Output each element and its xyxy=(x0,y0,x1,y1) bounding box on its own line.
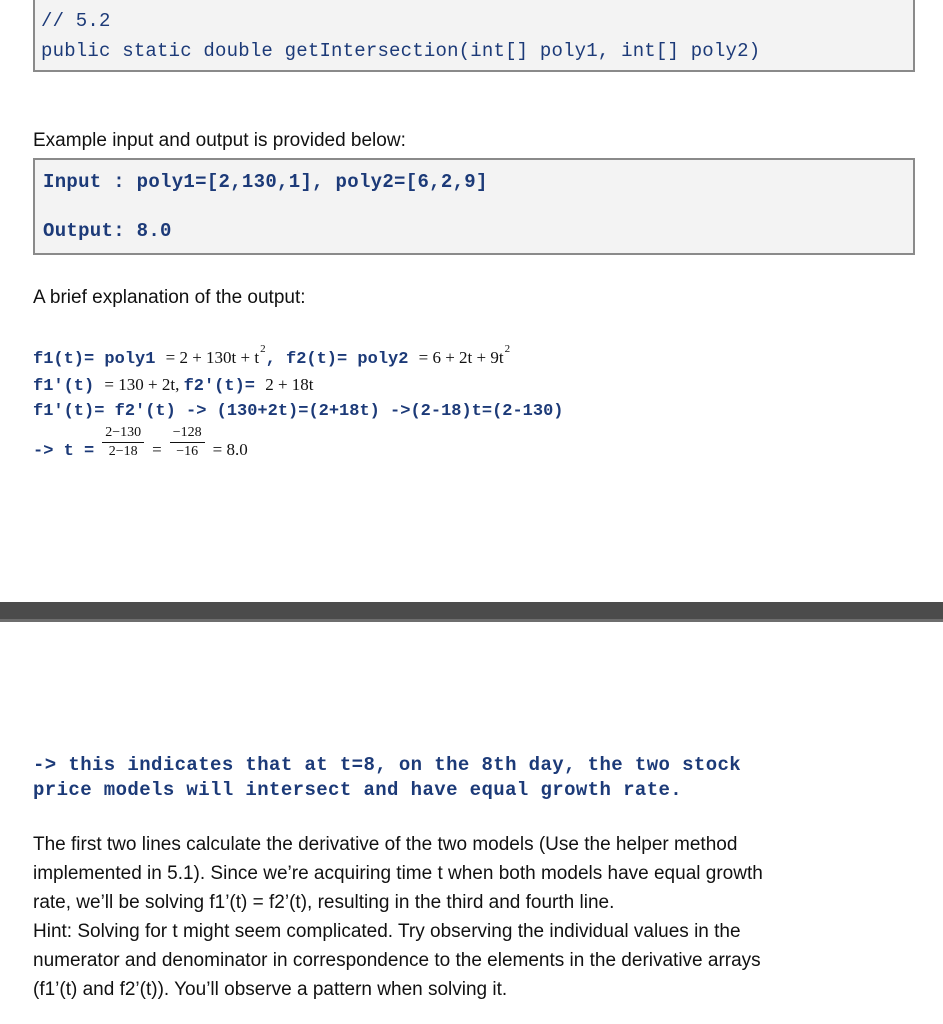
f2-prime-expression: 2 + 18t xyxy=(265,375,314,394)
example-code-block xyxy=(33,158,915,255)
conclusion-line-2: price models will intersect and have equal growth rate. xyxy=(33,779,683,801)
fraction-1 xyxy=(102,425,144,460)
f2-expression: = 6 + 2t + 9t xyxy=(418,348,504,367)
math-derivation xyxy=(33,344,564,459)
explanation-paragraph xyxy=(33,830,913,1004)
t-prefix: -> t = xyxy=(33,442,95,461)
f2-prime-label: f2'(t)= xyxy=(183,377,266,396)
explanation-line: numerator and denominator in correspondence to the elements in the derivative arrays xyxy=(33,950,761,971)
fraction-1-numerator: 2−130 xyxy=(102,425,144,443)
explanation-line: rate, we’ll be solving f1’(t) = f2’(t), resulting in the third and fourth line. xyxy=(33,892,615,913)
fraction-2-numerator: −128 xyxy=(170,425,205,443)
example-input: Input : poly1=[2,130,1], poly2=[6,2,9] xyxy=(43,171,488,193)
f1-prime-label: f1'(t) xyxy=(33,377,105,396)
explanation-line: implemented in 5.1). Since we’re acquiring time t when both models have equal growth xyxy=(33,863,763,884)
method-signature: public static double getIntersection(int[] poly1, int[] poly2) xyxy=(41,40,761,62)
f1-label: f1(t)= poly1 xyxy=(33,350,166,369)
conclusion-line-1: -> this indicates that at t=8, on the 8th day, the two stock xyxy=(33,754,742,776)
math-line-3: f1'(t)= f2'(t) -> (130+2t)=(2+18t) ->(2-18)t=(2-130) xyxy=(33,402,564,421)
f2-label: f2(t)= poly2 xyxy=(286,350,419,369)
equals-sign: = xyxy=(152,440,162,459)
math-line-1 xyxy=(33,344,564,371)
code-comment: // 5.2 xyxy=(41,10,111,32)
fraction-1-denominator: 2−18 xyxy=(108,444,138,459)
page-divider xyxy=(0,602,943,622)
fraction-2 xyxy=(170,425,205,460)
f1-prime-expression: = 130 + 2t, xyxy=(104,375,184,394)
explanation-line: (f1’(t) and f2’(t)). You’ll observe a pattern when solving it. xyxy=(33,979,508,1000)
explanation-heading: A brief explanation of the output: xyxy=(33,287,306,308)
f1-exponent: 2 xyxy=(260,343,266,355)
explanation-line: Hint: Solving for t might seem complicated. Try observing the individual values in the xyxy=(33,921,741,942)
fraction-2-denominator: −16 xyxy=(176,444,199,459)
math-line-2 xyxy=(33,371,564,398)
conclusion-block xyxy=(33,753,741,803)
f-separator: , xyxy=(265,350,286,369)
explanation-line: The first two lines calculate the derivative of the two models (Use the helper method xyxy=(33,834,738,855)
math-line-4 xyxy=(33,425,564,459)
signature-code-block xyxy=(33,0,915,72)
f1-expression: = 2 + 130t + t xyxy=(165,348,260,367)
f2-exponent: 2 xyxy=(504,343,511,355)
result-value: = 8.0 xyxy=(212,440,248,459)
example-output: Output: 8.0 xyxy=(43,220,172,242)
example-intro: Example input and output is provided below: xyxy=(33,130,406,151)
